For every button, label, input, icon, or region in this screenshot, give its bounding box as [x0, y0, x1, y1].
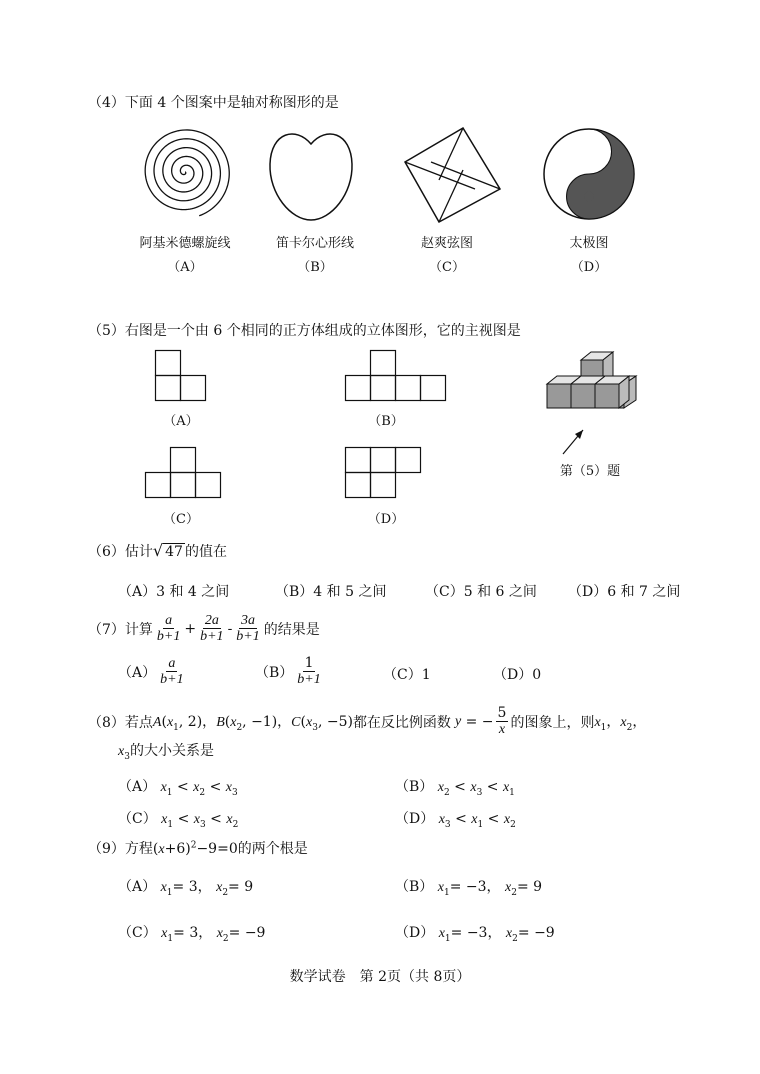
q4-caption-a: 阿基米德螺旋线	[139, 236, 231, 251]
taiji-figure	[541, 126, 637, 222]
q8-option-b: （B） $x_2 < x_3 < x_1$	[395, 779, 515, 798]
q5-cube-solid-figure	[535, 348, 655, 428]
q5-option-d-view	[345, 447, 425, 502]
q6-option-d: （D）6 和 7 之间	[568, 584, 681, 600]
q4-caption-d: 太极图	[569, 236, 609, 251]
page-footer: 数学试卷 第 2页（共 8页）	[289, 969, 471, 985]
q8-option-d: （D） $x_3 < x_1 < x_2$	[395, 811, 516, 830]
q9-option-a: （A） $x_1= 3$， $x_2= 9$	[118, 879, 254, 898]
q4-letter-d: （D）	[570, 260, 608, 275]
q9-stem: （9）方程$(x+6)^2-9=0$的两个根是	[88, 840, 308, 857]
cardioid-figure	[266, 124, 356, 224]
q5-figure-caption: 第（5）题	[559, 464, 621, 479]
q7-option-d: （D）0	[493, 667, 542, 683]
q5-option-b-view	[345, 350, 455, 410]
q5-option-c-view	[145, 447, 225, 502]
q8-stem-line1: （8）若点 $A(x_1$, 2)，$B(x_2$, −1)，$C(x_3$, −5) 都在反比例函数 y = − $\frac{5}{x}$ 的图象上，则 $x_1$，$x_2$，	[88, 705, 647, 738]
q9-option-d: （D） $x_1= -3$， $x_2= -9$	[395, 925, 555, 944]
q5-arrow	[555, 422, 595, 462]
q6-option-a: （A）3 和 4 之间	[118, 584, 230, 600]
q5-option-a-view	[155, 350, 215, 410]
q6-option-b: （B）4 和 5 之间	[275, 584, 387, 600]
archimedean-spiral-figure	[135, 122, 235, 222]
q5-letter-b: （B）	[368, 414, 404, 429]
q7-option-a: （A） $\frac{a}{b+1}$	[118, 656, 184, 688]
q9-option-c: （C） $x_1= 3$， $x_2= -9$	[118, 925, 266, 944]
q4-stem: （4）下面 4 个图案中是轴对称图形的是	[88, 95, 339, 111]
q4-letter-c: （C）	[429, 260, 465, 275]
q7-option-b: （B） $\frac{1}{b+1}$	[255, 655, 321, 688]
q8-option-c: （C） $x_1 < x_3 < x_2$	[118, 811, 239, 830]
q4-caption-b: 笛卡尔心形线	[275, 236, 354, 251]
q5-stem: （5）右图是一个由 6 个相同的正方体组成的立体图形，它的主视图是	[88, 323, 521, 339]
q6-stem: （6）估计√ 47 的值在	[88, 541, 227, 560]
q8-stem-line2: $x_3$的大小关系是	[118, 743, 214, 762]
q4-caption-c: 赵爽弦图	[420, 236, 473, 251]
q6-option-c: （C）5 和 6 之间	[425, 584, 537, 600]
q5-letter-d: （D）	[367, 512, 405, 527]
q5-letter-c: （C）	[163, 512, 199, 527]
q4-letter-b: （B）	[297, 260, 333, 275]
q7-stem: （7）计算 $\frac{a}{b+1}$ + $\frac{2a}{b+1}$ - $\frac{3a}{b+1}$ 的结果是	[88, 613, 320, 645]
zhaoshuang-diagram-figure	[402, 125, 502, 225]
q4-letter-a: （A）	[167, 260, 203, 275]
q9-option-b: （B） $x_1= -3$， $x_2= 9$	[395, 879, 543, 898]
q8-option-a: （A） $x_1 < x_2 < x_3$	[118, 779, 238, 798]
sqrt-sign: √	[152, 541, 164, 560]
q7-option-c: （C）1	[383, 667, 431, 683]
q5-letter-a: （A）	[163, 414, 199, 429]
